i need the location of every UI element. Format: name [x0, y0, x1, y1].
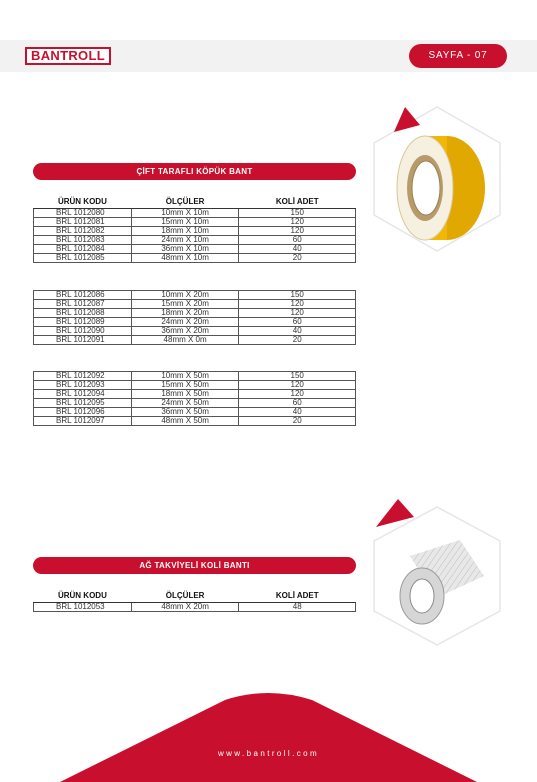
foam-tape-roll-image [382, 132, 492, 244]
quantity-cell: 150 [239, 372, 356, 381]
product-code-cell: BRL 1012053 [34, 602, 132, 611]
dimension-cell: 24mm X 50m [131, 399, 239, 408]
section-title-foam-tape: ÇİFT TARAFLI KÖPÜK BANT [33, 163, 356, 180]
mesh-tape-table [33, 590, 356, 612]
product-code-cell: BRL 1012089 [34, 318, 132, 327]
table-row [34, 602, 356, 611]
foam-tape-table-20m [33, 290, 356, 345]
dimension-cell: 36mm X 10m [131, 244, 239, 253]
quantity-cell: 40 [239, 244, 356, 253]
quantity-cell: 40 [239, 327, 356, 336]
table-row [34, 417, 356, 426]
product-code-cell: BRL 1012084 [34, 244, 132, 253]
product-code-cell: BRL 1012081 [34, 217, 132, 226]
quantity-cell: 120 [239, 226, 356, 235]
quantity-cell: 120 [239, 309, 356, 318]
product-code-cell: BRL 1012097 [34, 417, 132, 426]
product-code-cell: BRL 1012090 [34, 327, 132, 336]
product-code-cell: BRL 1012088 [34, 309, 132, 318]
quantity-cell: 120 [239, 381, 356, 390]
dimension-cell: 48mm X 10m [131, 253, 239, 262]
product-code-cell: BRL 1012087 [34, 300, 132, 309]
page-number-badge: SAYFA - 07 [409, 44, 507, 68]
quantity-cell: 120 [239, 300, 356, 309]
table-row [34, 253, 356, 262]
quantity-cell: 20 [239, 336, 356, 345]
table-row [34, 235, 356, 244]
column-header-box-quantity: KOLİ ADET [239, 590, 356, 602]
mesh-tape-roll-image [388, 536, 488, 628]
quantity-cell: 150 [239, 208, 356, 217]
product-code-cell: BRL 1012086 [34, 291, 132, 300]
dimension-cell: 24mm X 20m [131, 318, 239, 327]
product-code-cell: BRL 1012093 [34, 381, 132, 390]
quantity-cell: 20 [239, 253, 356, 262]
dimension-cell: 48mm X 50m [131, 417, 239, 426]
quantity-cell: 48 [239, 602, 356, 611]
column-header-product-code: ÜRÜN KODU [34, 196, 132, 208]
dimension-cell: 10mm X 20m [131, 291, 239, 300]
product-code-cell: BRL 1012080 [34, 208, 132, 217]
bantroll-logo: BANTROLL [25, 47, 111, 65]
product-code-cell: BRL 1012094 [34, 390, 132, 399]
dimension-cell: 18mm X 10m [131, 226, 239, 235]
table-row [34, 244, 356, 253]
quantity-cell: 60 [239, 399, 356, 408]
quantity-cell: 20 [239, 417, 356, 426]
dimension-cell: 15mm X 50m [131, 381, 239, 390]
quantity-cell: 40 [239, 408, 356, 417]
table-row [34, 226, 356, 235]
column-header-product-code: ÜRÜN KODU [34, 590, 132, 602]
column-header-box-quantity: KOLİ ADET [239, 196, 356, 208]
dimension-cell: 24mm X 10m [131, 235, 239, 244]
quantity-cell: 120 [239, 390, 356, 399]
dimension-cell: 15mm X 20m [131, 300, 239, 309]
product-code-cell: BRL 1012091 [34, 336, 132, 345]
section-title-mesh-tape: AĞ TAKVİYELİ KOLİ BANTI [33, 557, 356, 574]
quantity-cell: 120 [239, 217, 356, 226]
product-code-cell: BRL 1012085 [34, 253, 132, 262]
dimension-cell: 48mm X 0m [131, 336, 239, 345]
quantity-cell: 150 [239, 291, 356, 300]
footer-red-shape [0, 690, 537, 782]
dimension-cell: 18mm X 50m [131, 390, 239, 399]
foam-tape-table-10m [33, 196, 356, 263]
foam-tape-table-50m [33, 371, 356, 426]
column-header-dimensions: ÖLÇÜLER [131, 590, 239, 602]
dimension-cell: 15mm X 10m [131, 217, 239, 226]
product-code-cell: BRL 1012082 [34, 226, 132, 235]
table-row [34, 208, 356, 217]
dimension-cell: 48mm X 20m [131, 602, 239, 611]
product-code-cell: BRL 1012092 [34, 372, 132, 381]
dimension-cell: 36mm X 50m [131, 408, 239, 417]
product-code-cell: BRL 1012096 [34, 408, 132, 417]
quantity-cell: 60 [239, 318, 356, 327]
product-code-cell: BRL 1012095 [34, 399, 132, 408]
column-header-dimensions: ÖLÇÜLER [131, 196, 239, 208]
website-link[interactable]: www.bantroll.com [217, 749, 320, 758]
dimension-cell: 18mm X 20m [131, 309, 239, 318]
quantity-cell: 60 [239, 235, 356, 244]
dimension-cell: 36mm X 20m [131, 327, 239, 336]
product-code-cell: BRL 1012083 [34, 235, 132, 244]
dimension-cell: 10mm X 10m [131, 208, 239, 217]
table-row [34, 336, 356, 345]
table-row [34, 217, 356, 226]
dimension-cell: 10mm X 50m [131, 372, 239, 381]
